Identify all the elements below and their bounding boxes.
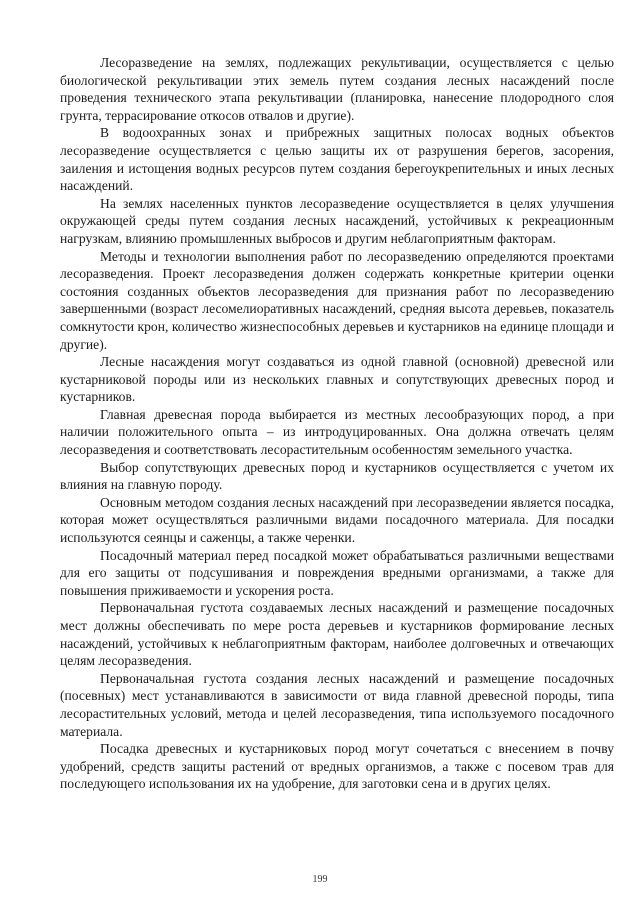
paragraph-material-treatment: Посадочный материал перед посадкой может обрабатываться различными веществами для его защиты от подсушивания и повреждения вредными организмами, а также для повышения приживаемости и ускорения роста.: [60, 547, 614, 598]
paragraph-density-factors: Первоначальная густота создания лесных насаждений и размещение посадочных (посевных) мест устанавливаются в зависимости от вида главной древесной породы, типа лесорастительных условий, метода и целей лесоразведения, типа используемого посадочного материала.: [60, 670, 614, 739]
page-number: 199: [312, 874, 328, 885]
paragraph-water-protection-zones: В водоохранных зонах и прибрежных защитных полосах водных объектов лесоразведение осуществляется с целью защиты их от разрушения берегов, засорения, заиления и истощения водных ресурсов путем создания берегоукрепительных и иных лесных насаждений.: [60, 125, 614, 194]
paragraph-reclamation-lands: Лесоразведение на землях, подлежащих рекультивации, осуществляется с целью биологической рекультивации этих земель путем создания лесных насаждений после проведения технического этапа рекультивации (планировка, нанесение плодородного слоя грунта, террасирование откосов отвалов и другие).: [60, 55, 614, 123]
paragraph-methods-and-projects: Методы и технологии выполнения работ по лесоразведению определяются проектами лесоразведения. Проект лесоразведения должен содержать конкретные критерии оценки состояния созданных объектов лесоразведения для признания работ по лесоразведению завершенными (возраст лесомелиоративных насаждений, средняя высота деревьев, показатель сомкнутости крон, количество жизнеспособных деревьев и кустарников на единице площади и другие).: [60, 248, 614, 352]
paragraph-initial-density: Первоначальная густота создаваемых лесных насаждений и размещение посадочных мест должны обеспечивать по мере роста деревьев и кустарников формирование лесных насаждений, устойчивых к неблагоприятным факторам, наиболее долговечных и отвечающих целям лесоразведения.: [60, 600, 614, 669]
paragraph-stand-composition: Лесные насаждения могут создаваться из одной главной (основной) древесной или кустарниковой породы или из нескольких главных и сопутствующих древесных пород и кустарников.: [60, 354, 614, 405]
paragraph-planting-method: Основным методом создания лесных насаждений при лесоразведении является посадка, которая может осуществляться различными видами посадочного материала. Для посадки используются сеянцы и саженцы, а также черенки.: [60, 494, 614, 546]
paragraph-settlement-lands: На землях населенных пунктов лесоразведение осуществляется в целях улучшения окружающей среды путем создания лесных насаждений, устойчивых к рекреационным нагрузкам, влиянию промышленных выбросов и другим неблагоприятным факторам.: [60, 195, 614, 246]
paragraph-fertilizers-and-grasses: Посадка древесных и кустарниковых пород могут сочетаться с внесением в почву удобрений, средств защиты растений от вредных организмов, а также с посевом трав для последующего использования их на удобрение, для заготовки сена и в других целях.: [60, 741, 614, 792]
paragraph-accompanying-species: Выбор сопутствующих древесных пород и кустарников осуществляется с учетом их влияния на главную породу.: [60, 459, 614, 493]
paragraph-main-species: Главная древесная порода выбирается из местных лесообразующих пород, а при наличии положительного опыта – из интродуцированных. Она должна отвечать целям лесоразведения и соответствовать лесорастительным особенностям земельного участка.: [60, 406, 614, 458]
page-body: [60, 54, 614, 793]
